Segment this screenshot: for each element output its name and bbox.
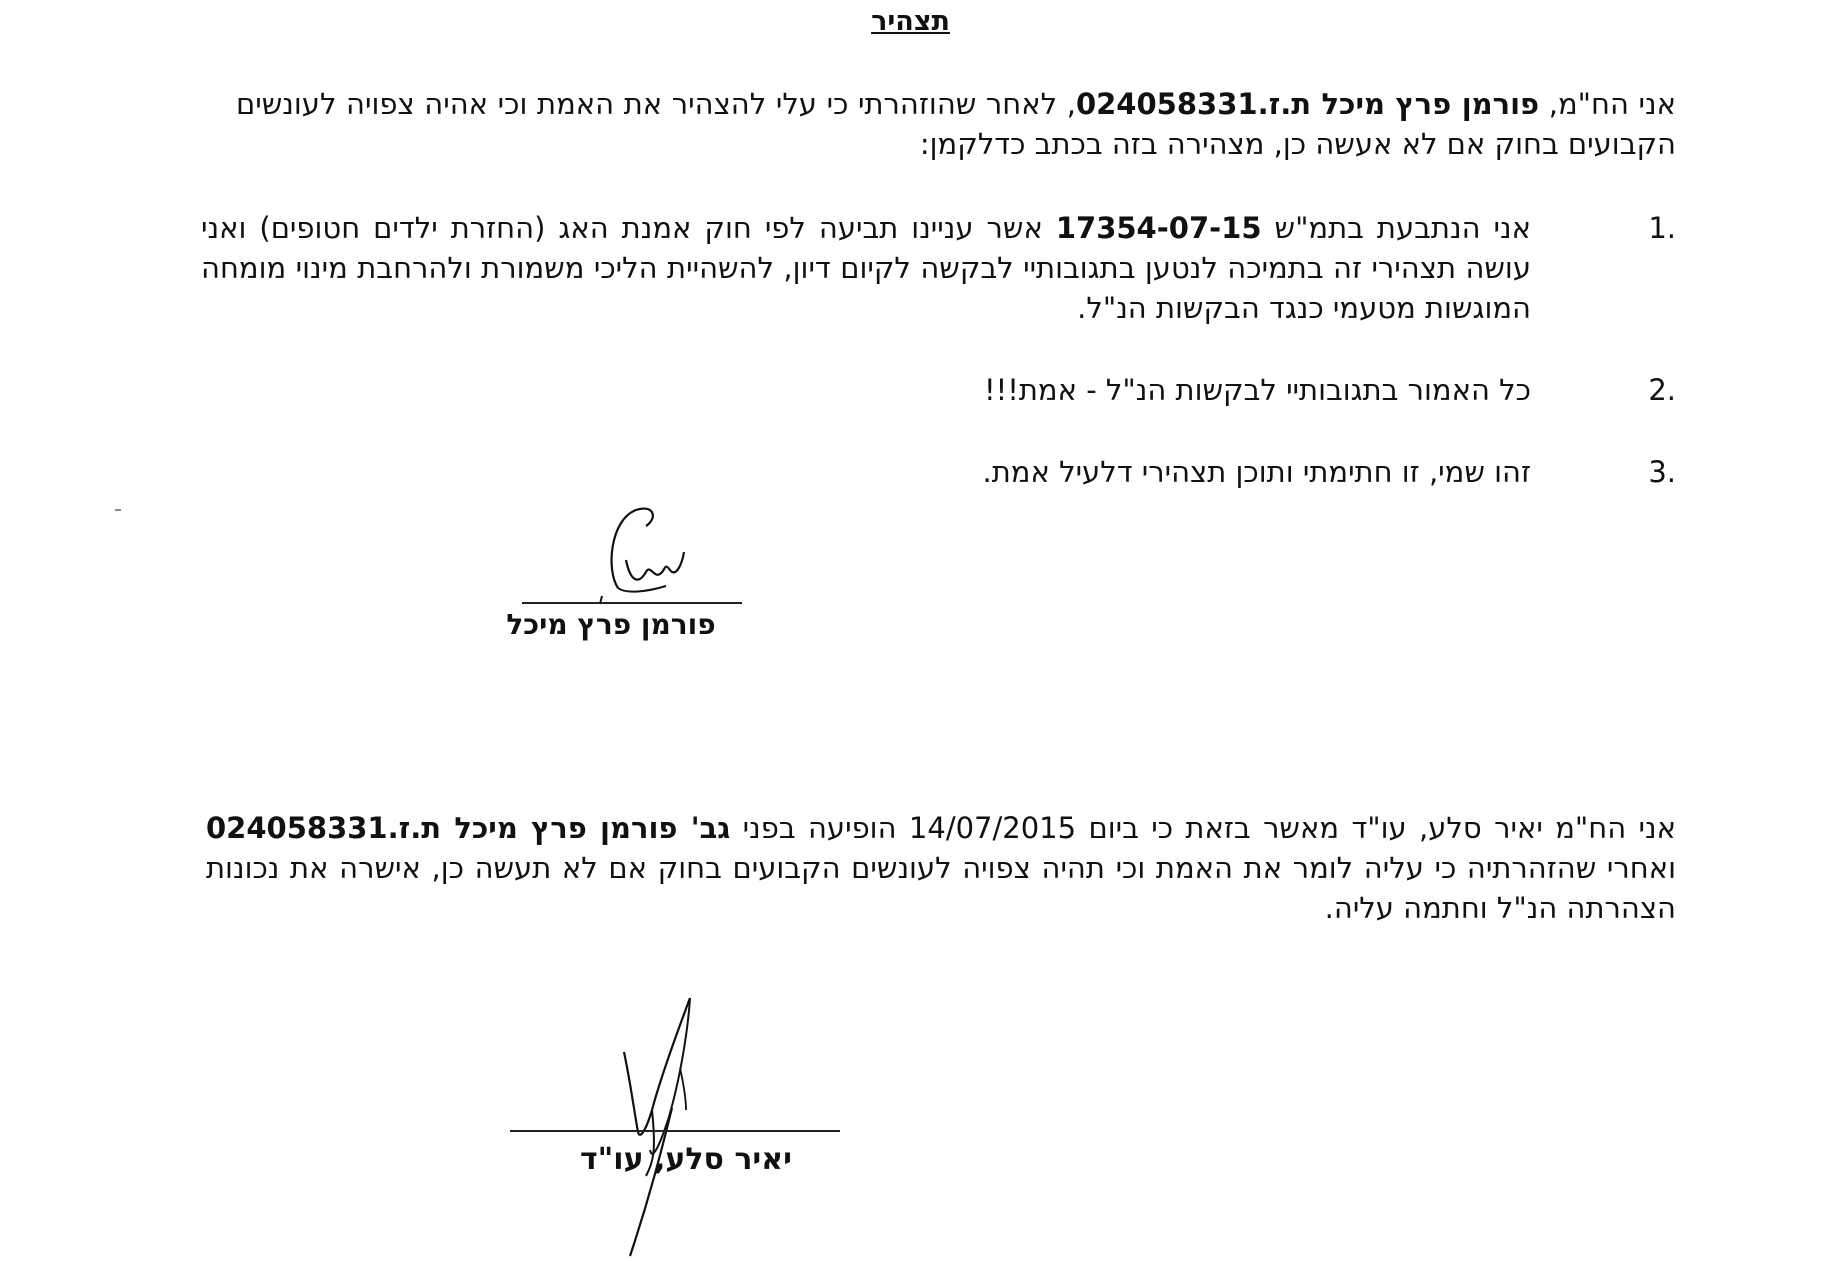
signature-line (522, 602, 742, 604)
item-text (201, 208, 1531, 328)
list-item-1 (136, 208, 1676, 338)
handwritten-signature-icon (560, 990, 760, 1261)
attested-person: גב' פורמן פרץ מיכל ת.ז.024058331 (206, 811, 731, 845)
scan-speck (115, 509, 121, 511)
item-text: זהו שמי, זו חתימתי ותוכן תצהירי דלעיל אמת. (982, 455, 1531, 489)
declarant-name-id: פורמן פרץ מיכל ת.ז.024058331 (1075, 87, 1540, 121)
lawyer-signature-block (480, 990, 860, 1261)
list-item-3 (136, 452, 1676, 502)
lawyer-signature-name: יאיר סלע, עו"ד (580, 1142, 792, 1177)
item-text-part2: אשר עניינו תביעה לפי חוק אמנת האג (החזרת ילדים חטופים) ואני עושה תצהירי זה בתמיכה לנטען בתגובותיי לבקשה לקיום דיון, להשהיית הליכי משמורת ולהרחבת מינוי מומחה המוגשות מטעמי כנגד הבקשות הנ"ל. (201, 211, 1531, 325)
declarant-signature-block (486, 500, 766, 660)
list-item-2 (136, 370, 1676, 420)
document-title: תצהיר (871, 6, 950, 37)
declarant-signature-name: פורמן פרץ מיכל (506, 608, 716, 641)
attestation-text-part2: ואחרי שהזהרתיה כי עליה לומר את האמת וכי תהיה צפויה לעונשים הקבועים בחוק אם לא תעשה כן, אישרה את נכונות הצהרתה הנ"ל וחתמה עליה. (206, 851, 1676, 925)
item-number: .2 (1648, 373, 1676, 407)
case-number: 17354-07-15 (1055, 211, 1262, 245)
item-number: .3 (1648, 455, 1676, 489)
signature-line (510, 1130, 840, 1132)
intro-paragraph (236, 84, 1676, 164)
item-number: .1 (1648, 211, 1676, 245)
intro-text-part1: אני הח"מ, (1539, 87, 1677, 121)
intro-text-part2: , לאחר שהוזהרתי כי עלי להצהיר את האמת וכי אהיה צפויה לעונשים הקבועים בחוק אם לא אעשה כן, מצהירה בזה בכתב כדלקמן: (236, 87, 1676, 161)
item-text: כל האמור בתגובותיי לבקשות הנ"ל - אמת!!! (984, 373, 1531, 407)
item-text-part1: אני הנתבעת בתמ"ש (1261, 211, 1532, 245)
attestation-text-part1: אני הח"מ יאיר סלע, עו"ד מאשר בזאת כי ביום 14/07/2015 הופיעה בפני (730, 811, 1676, 845)
attestation-paragraph (206, 808, 1676, 928)
